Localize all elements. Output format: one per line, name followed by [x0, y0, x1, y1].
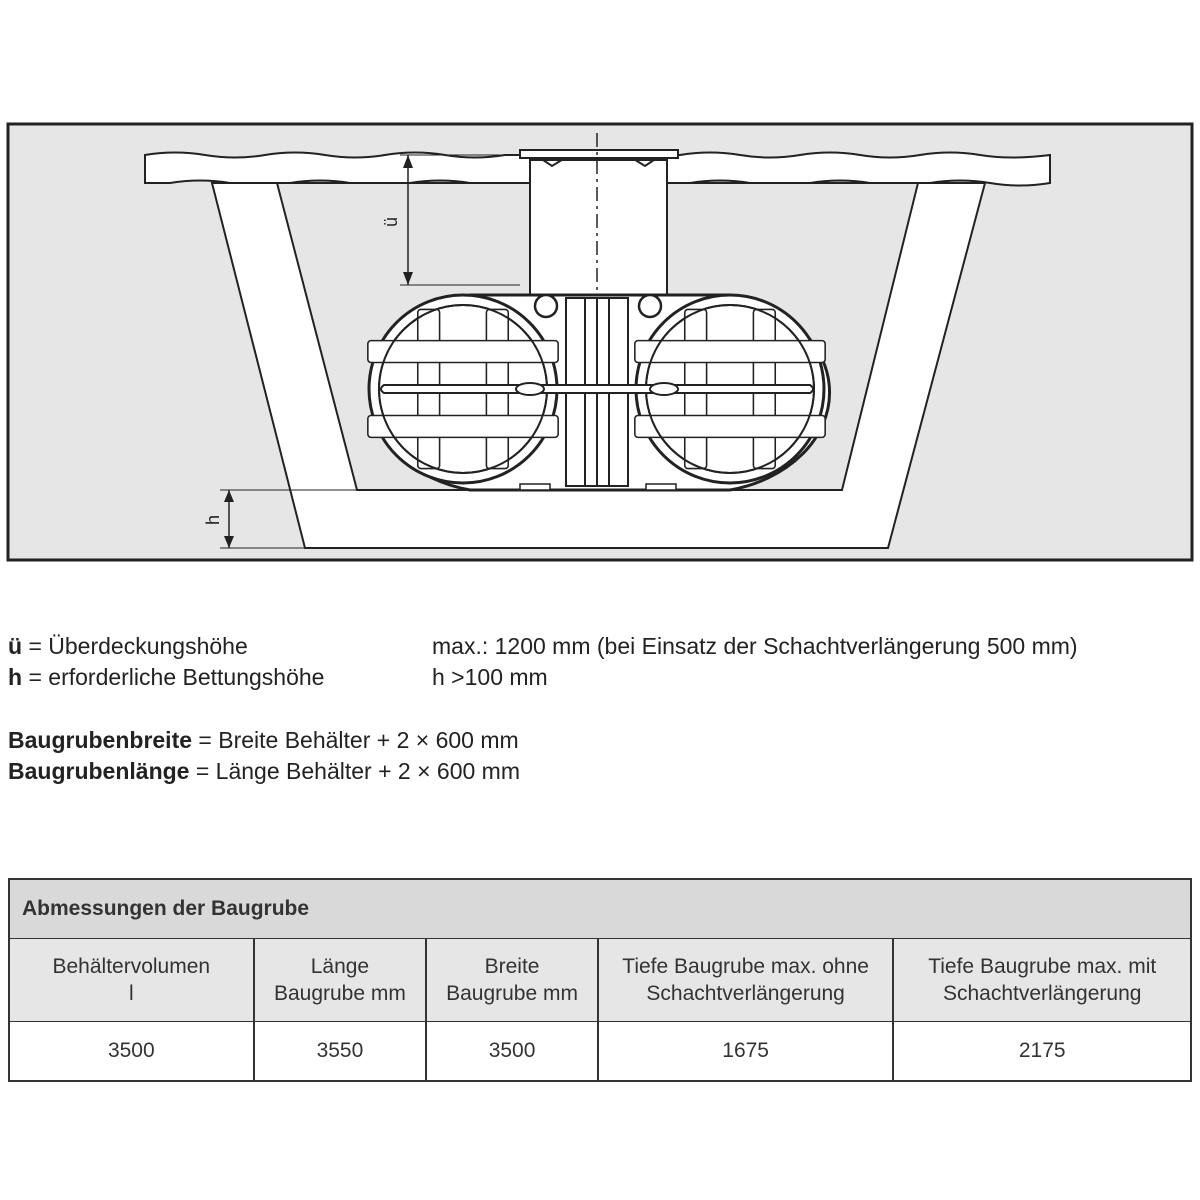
label-u: ü [381, 216, 401, 228]
shaft-lid [520, 150, 678, 158]
legend-h-text: = erforderliche Bettungshöhe [22, 664, 325, 690]
tank-port-left [535, 295, 557, 317]
legend-u-text: = Überdeckungshöhe [22, 633, 248, 659]
legend-u-key: ü [8, 633, 23, 659]
cell-depth-with: 2175 [893, 1022, 1191, 1082]
shaft [530, 160, 667, 300]
header-length: Länge Baugrube mm [254, 939, 427, 1022]
legend-h-key: h [8, 664, 23, 690]
header-width: Breite Baugrube mm [426, 939, 598, 1022]
legend [8, 631, 1188, 791]
legend-length-row [8, 756, 520, 787]
legend-width-text: = Breite Behälter + 2 × 600 mm [192, 727, 519, 753]
tank-port-right [639, 295, 661, 317]
legend-width-row [8, 725, 519, 756]
cell-depth-without: 1675 [598, 1022, 894, 1082]
header-depth-with: Tiefe Baugrube max. mit Schachtverlängerung [893, 939, 1191, 1022]
legend-u-value: max.: 1200 mm (bei Einsatz der Schachtverlängerung 500 mm) [432, 633, 1078, 659]
table-header-row [9, 939, 1191, 1022]
legend-h-row [8, 662, 324, 693]
legend-width-key: Baugrubenbreite [8, 727, 193, 753]
tie-rod [381, 385, 813, 393]
legend-length-key: Baugrubenlänge [8, 758, 190, 784]
cell-length: 3550 [254, 1022, 427, 1082]
table-title: Abmessungen der Baugrube [9, 879, 1191, 939]
table-row [9, 1022, 1191, 1082]
legend-h-value: h >100 mm [432, 664, 548, 690]
legend-length-text: = Länge Behälter + 2 × 600 mm [189, 758, 520, 784]
header-depth-without: Tiefe Baugrube max. ohne Schachtverlängerung [598, 939, 894, 1022]
header-volume: Behältervolumen l [9, 939, 254, 1022]
dimensions-table [8, 878, 1192, 1082]
cell-width: 3500 [426, 1022, 598, 1082]
cell-volume: 3500 [9, 1022, 254, 1082]
label-h: h [203, 514, 223, 526]
legend-u-row [8, 631, 248, 662]
